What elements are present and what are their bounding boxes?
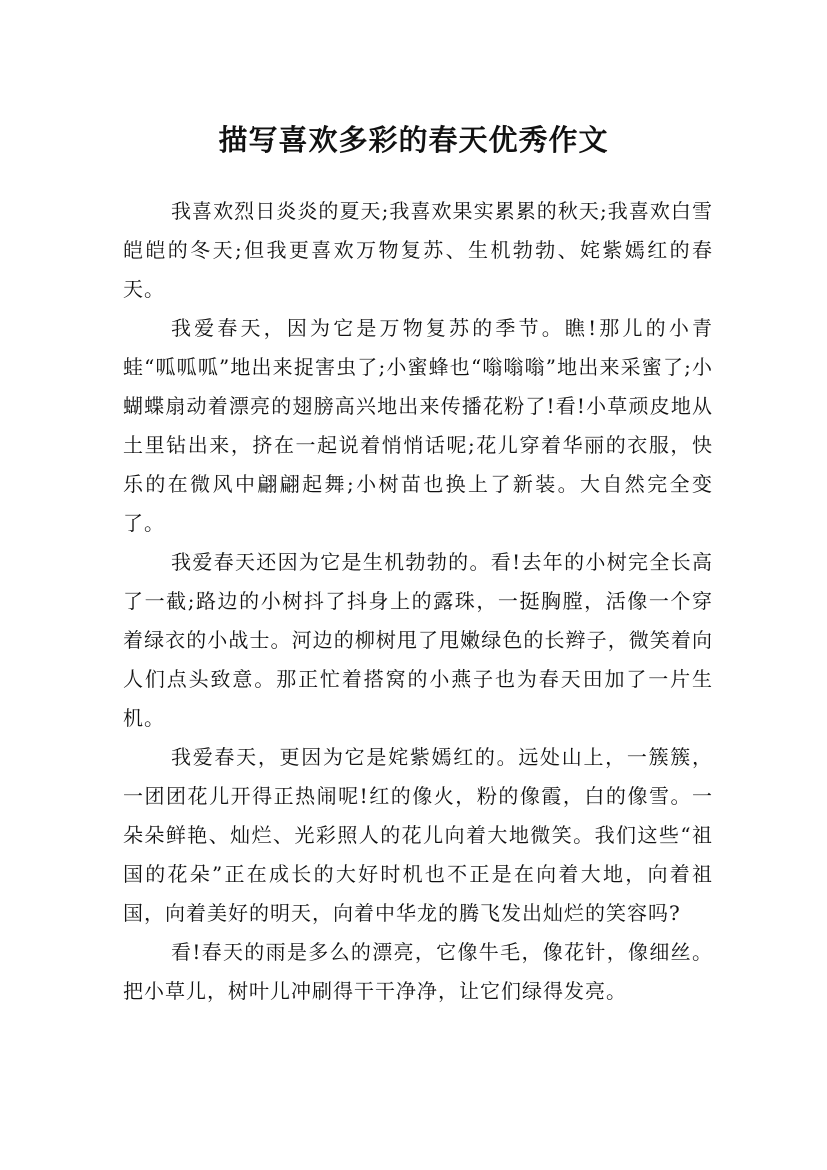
paragraph-1: 我喜欢烈日炎炎的夏天;我喜欢果实累累的秋天;我喜欢白雪皑皑的冬天;但我更喜欢万物复苏、生机勃勃、姹紫嫣红的春天。 (123, 199, 713, 301)
paragraph-3: 我爱春天还因为它是生机勃勃的。看!去年的小树完全长高了一截;路边的小树抖了抖身上的露珠，一挺胸膛，活像一个穿着绿衣的小战士。河边的柳树甩了甩嫩绿色的长辫子，微笑着向人们点头致意。那正忙着搭窝的小燕子也为春天田加了一片生机。 (123, 550, 713, 730)
document-title: 描写喜欢多彩的春天优秀作文 (218, 123, 609, 158)
paragraph-5: 看!春天的雨是多么的漂亮，它像牛毛，像花针，像细丝。把小草儿，树叶儿冲刷得干干净净，让它们绿得发亮。 (123, 940, 713, 1003)
document-body (123, 192, 713, 1011)
paragraph-4: 我爱春天，更因为它是姹紫嫣红的。远处山上，一簇簇，一团团花儿开得正热闹呢!红的像火，粉的像霞，白的像雪。一朵朵鲜艳、灿烂、光彩照人的花儿向着大地微笑。我们这些“祖国的花朵”正在成长的大好时机也不正是在向着大地，向着祖国，向着美好的明天，向着中华龙的腾飞发出灿烂的笑容吗? (123, 745, 713, 925)
paragraph-2: 我爱春天，因为它是万物复苏的季节。瞧!那儿的小青蛙“呱呱呱”地出来捉害虫了;小蜜蜂也“嗡嗡嗡”地出来采蜜了;小蝴蝶扇动着漂亮的翅膀高兴地出来传播花粉了!看!小草顽皮地从土里钻出来，挤在一起说着悄悄话呢;花儿穿着华丽的衣服，快乐的在微风中翩翩起舞;小树苗也换上了新装。大自然完全变了。 (123, 316, 713, 535)
